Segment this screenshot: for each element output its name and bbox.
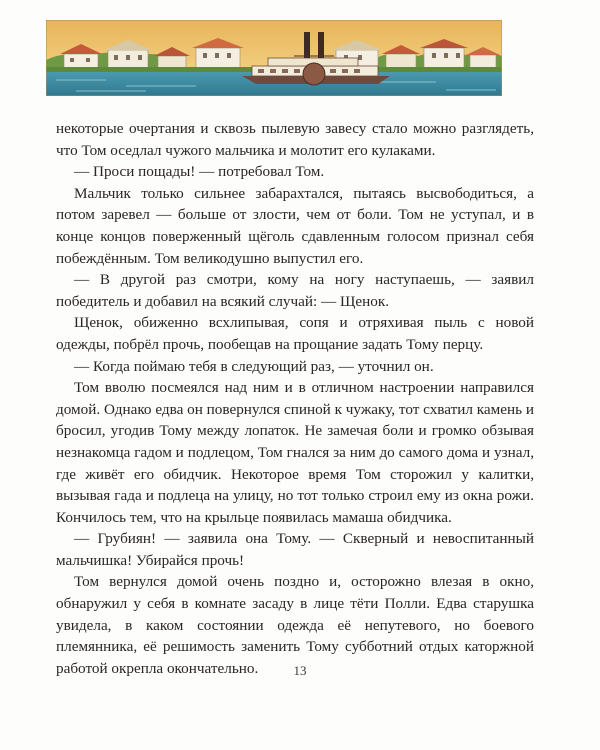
illustration-svg — [46, 20, 502, 96]
paragraph: Щенок, обиженно всхлипывая, сопя и отряхивая пыль с новой одежды, побрёл прочь, пообещав на прощание задать Тому перцу. — [56, 314, 534, 353]
paragraph: Мальчик только сильнее забарахтался, пытаясь высвободиться, а потом заревел — больше от злости, чем от боли. Том не уступал, и в конце концов поверженный щёголь сдавленным голосом признал себя побеждённым. Том великодушно выпустил его. — [56, 184, 534, 267]
paragraph: — Грубиян! — заявила она Тому. — Скверный и невоспитанный мальчишка! Убирайся прочь! — [56, 530, 534, 569]
page-text — [56, 118, 534, 679]
paragraph: Том вволю посмеялся над ним и в отличном настроении направился домой. Однако едва он повернулся спиной к чужаку, тот схватил камень и бросил, угодив Тому между лопаток. Не замечая боли и громко обзывая незнакомца гадом и подлецом, Том гнался за ним до самого дома и узнал, где живёт его обидчик. Некоторое время Том сторожил у калитки, вызывая гада и подлеца на улицу, но тот только строил ему из окна рожи. Кончилось тем, что на крыльце появилась мамаша обидчика. — [56, 379, 534, 526]
paragraph: некоторые очертания и сквозь пылевую завесу стало можно разглядеть, что Том оседлал чужого мальчика и молотит его кулаками. — [56, 120, 534, 159]
paragraph: — Проси пощады! — потребовал Том. — [74, 163, 325, 181]
riverside-steamboat-illustration — [46, 20, 502, 96]
paragraph: — В другой раз смотри, кому на ногу наступаешь, — заявил победитель и добавил на всякий случай: — Щенок. — [56, 271, 534, 310]
paragraph: Том вернулся домой очень поздно и, осторожно влезая в окно, обнаружил у себя в комнате засаду в лице тёти Полли. Едва старушка увидела, в каком состоянии одежда её непутевого, но боевого племянника, её решимость заменить Тому субботний отдых каторжной работой окрепла окончательно. — [56, 573, 534, 677]
page-number: 13 — [293, 663, 307, 678]
paragraph: — Когда поймаю тебя в следующий раз, — уточнил он. — [74, 357, 434, 375]
